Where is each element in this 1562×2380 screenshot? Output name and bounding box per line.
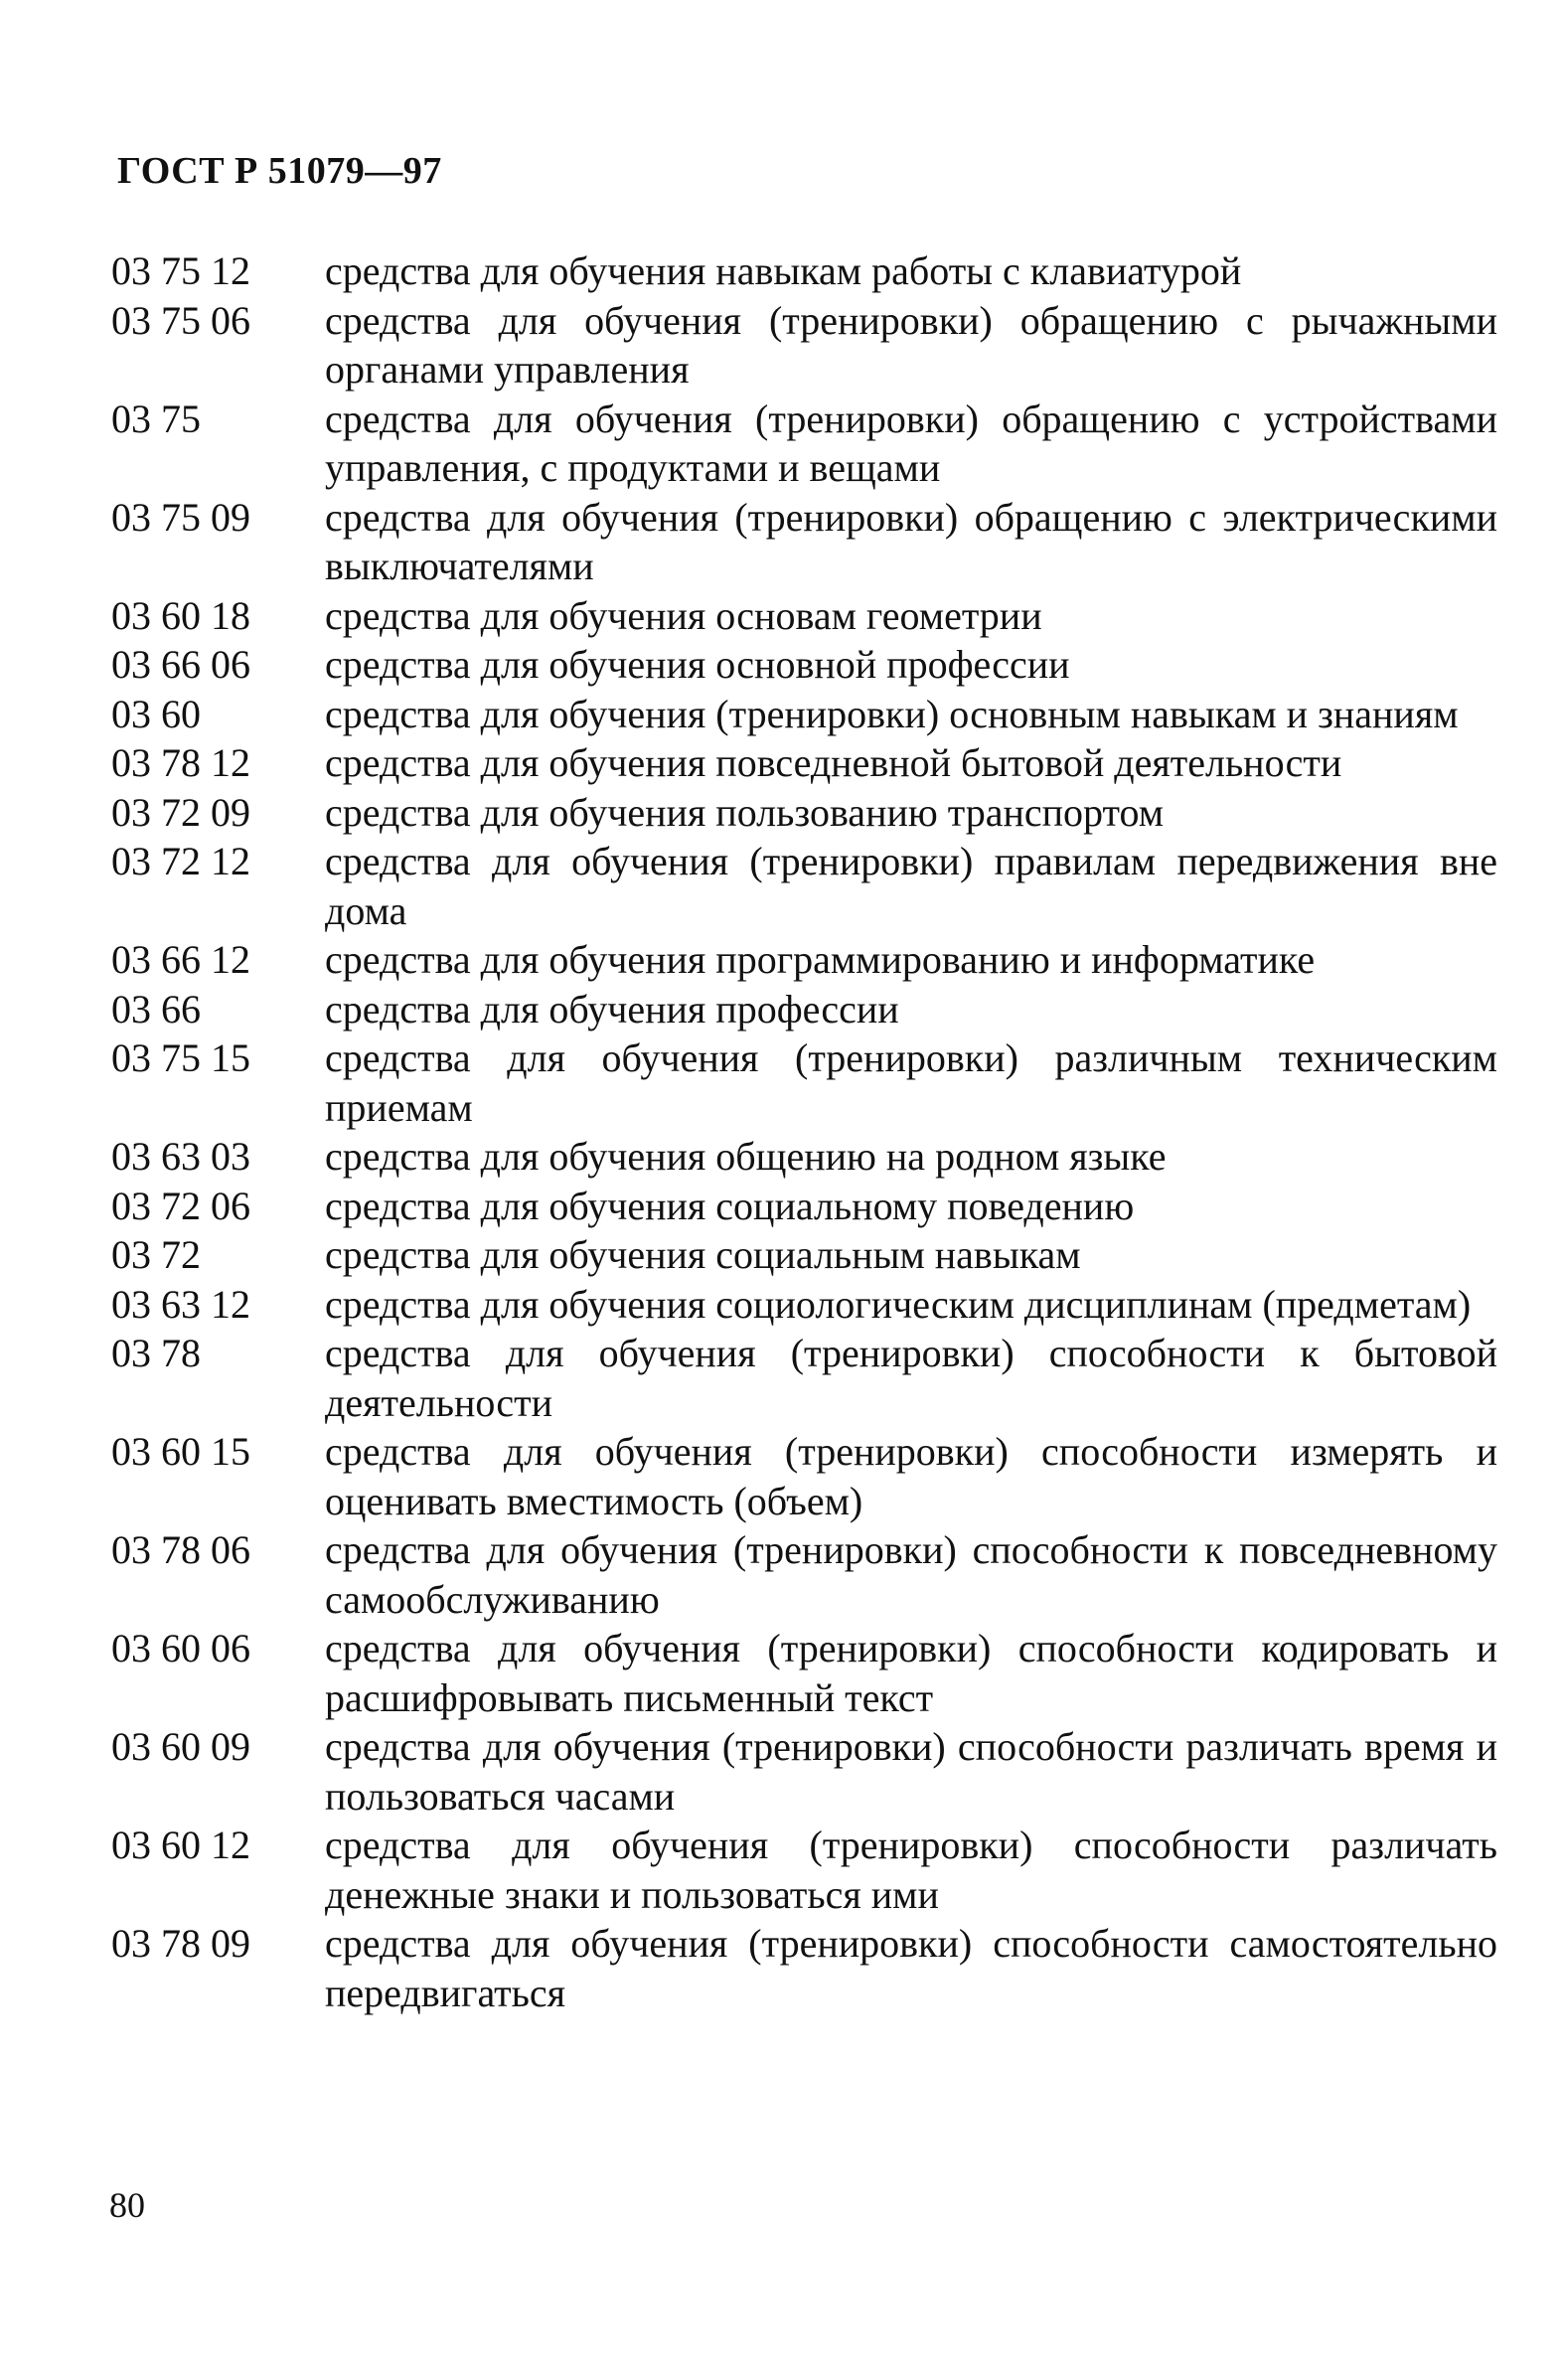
entry-code: 03 66 06 [111, 642, 250, 687]
entry-description: средства для обучения общению на родном языке [325, 1134, 1167, 1179]
entry-code: 03 63 03 [111, 1134, 250, 1179]
classification-list [111, 246, 1497, 2017]
entry-code: 03 75 [111, 396, 201, 441]
entry-code: 03 60 12 [111, 1823, 250, 1867]
entry-code: 03 66 12 [111, 937, 250, 982]
list-entry [111, 395, 1497, 493]
entry-code: 03 75 15 [111, 1035, 250, 1080]
list-entry [111, 738, 1497, 788]
entry-code: 03 60 [111, 691, 201, 736]
entry-code: 03 72 12 [111, 839, 250, 883]
entry-code: 03 75 09 [111, 494, 250, 540]
entry-code: 03 78 09 [111, 1921, 250, 1966]
list-entry [111, 1624, 1497, 1722]
entry-code: 03 75 06 [111, 297, 250, 343]
list-entry [111, 493, 1497, 591]
entry-description: средства для обучения (тренировки) способности к бытовой деятельности [325, 1331, 1497, 1425]
entry-description: средства для обучения повседневной бытовой деятельности [325, 740, 1342, 785]
entry-code: 03 78 [111, 1331, 201, 1375]
entry-code: 03 63 12 [111, 1281, 250, 1327]
entry-description: средства для обучения (тренировки) способности различать время и пользоваться часами [325, 1724, 1497, 1819]
list-entry [111, 1280, 1497, 1330]
list-entry [111, 935, 1497, 985]
entry-description: средства для обучения программированию и информатике [325, 937, 1316, 982]
list-entry [111, 296, 1497, 395]
list-entry [111, 591, 1497, 641]
entry-description: средства для обучения (тренировки) обращению с рычажными органами управления [325, 297, 1497, 392]
list-entry [111, 837, 1497, 935]
entry-code: 03 72 [111, 1232, 201, 1277]
list-entry [111, 985, 1497, 1034]
list-entry [111, 788, 1497, 838]
page-number: 80 [109, 2185, 145, 2225]
entry-description: средства для обучения (тренировки) обращению с устройствами управления, с продуктами и вещами [325, 396, 1497, 490]
entry-code: 03 72 06 [111, 1183, 250, 1228]
entry-code: 03 75 12 [111, 248, 250, 293]
entry-code: 03 78 06 [111, 1527, 250, 1572]
list-entry [111, 1919, 1497, 2017]
entry-description: средства для обучения (тренировки) основным навыкам и знаниям [325, 691, 1459, 736]
document-header: ГОСТ Р 51079—97 [117, 150, 442, 192]
entry-code: 03 78 12 [111, 740, 250, 785]
entry-description: средства для обучения (тренировки) правилам передвижения вне дома [325, 839, 1497, 933]
list-entry [111, 1525, 1497, 1624]
list-entry [111, 690, 1497, 739]
entry-code: 03 60 15 [111, 1429, 250, 1474]
list-entry [111, 1427, 1497, 1525]
entry-code: 03 72 09 [111, 789, 250, 835]
list-entry [111, 1722, 1497, 1821]
entry-code: 03 66 [111, 986, 201, 1031]
entry-description: средства для обучения социальному поведению [325, 1183, 1135, 1228]
list-entry [111, 1329, 1497, 1427]
entry-description: средства для обучения (тренировки) способности различать денежные знаки и пользоваться ими [325, 1823, 1497, 1917]
entry-description: средства для обучения основной профессии [325, 642, 1070, 687]
entry-code: 03 60 06 [111, 1626, 250, 1670]
entry-description: средства для обучения пользованию транспортом [325, 789, 1165, 835]
list-entry [111, 246, 1497, 296]
list-entry [111, 1230, 1497, 1280]
entry-description: средства для обучения основам геометрии [325, 592, 1042, 638]
entry-description: средства для обучения социальным навыкам [325, 1232, 1081, 1277]
entry-description: средства для обучения (тренировки) способности кодировать и расшифровывать письменный текст [325, 1626, 1497, 1720]
entry-code: 03 60 18 [111, 592, 250, 638]
entry-description: средства для обучения (тренировки) обращению с электрическими выключателями [325, 494, 1497, 588]
entry-description: средства для обучения (тренировки) способности к повседневному самообслуживанию [325, 1527, 1497, 1622]
entry-description: средства для обучения профессии [325, 986, 899, 1031]
entry-description: средства для обучения навыкам работы с клавиатурой [325, 248, 1242, 293]
entry-description: средства для обучения социологическим дисциплинам (предметам) [325, 1281, 1472, 1327]
list-entry [111, 1132, 1497, 1182]
list-entry [111, 1182, 1497, 1231]
entry-description: средства для обучения (тренировки) способности самостоятельно передвигаться [325, 1921, 1497, 2015]
entry-description: средства для обучения (тренировки) различным техническим приемам [325, 1035, 1497, 1130]
list-entry [111, 1033, 1497, 1132]
entry-code: 03 60 09 [111, 1724, 250, 1769]
list-entry [111, 640, 1497, 690]
list-entry [111, 1821, 1497, 1919]
entry-description: средства для обучения (тренировки) способности измерять и оценивать вместимость (объем) [325, 1429, 1497, 1523]
